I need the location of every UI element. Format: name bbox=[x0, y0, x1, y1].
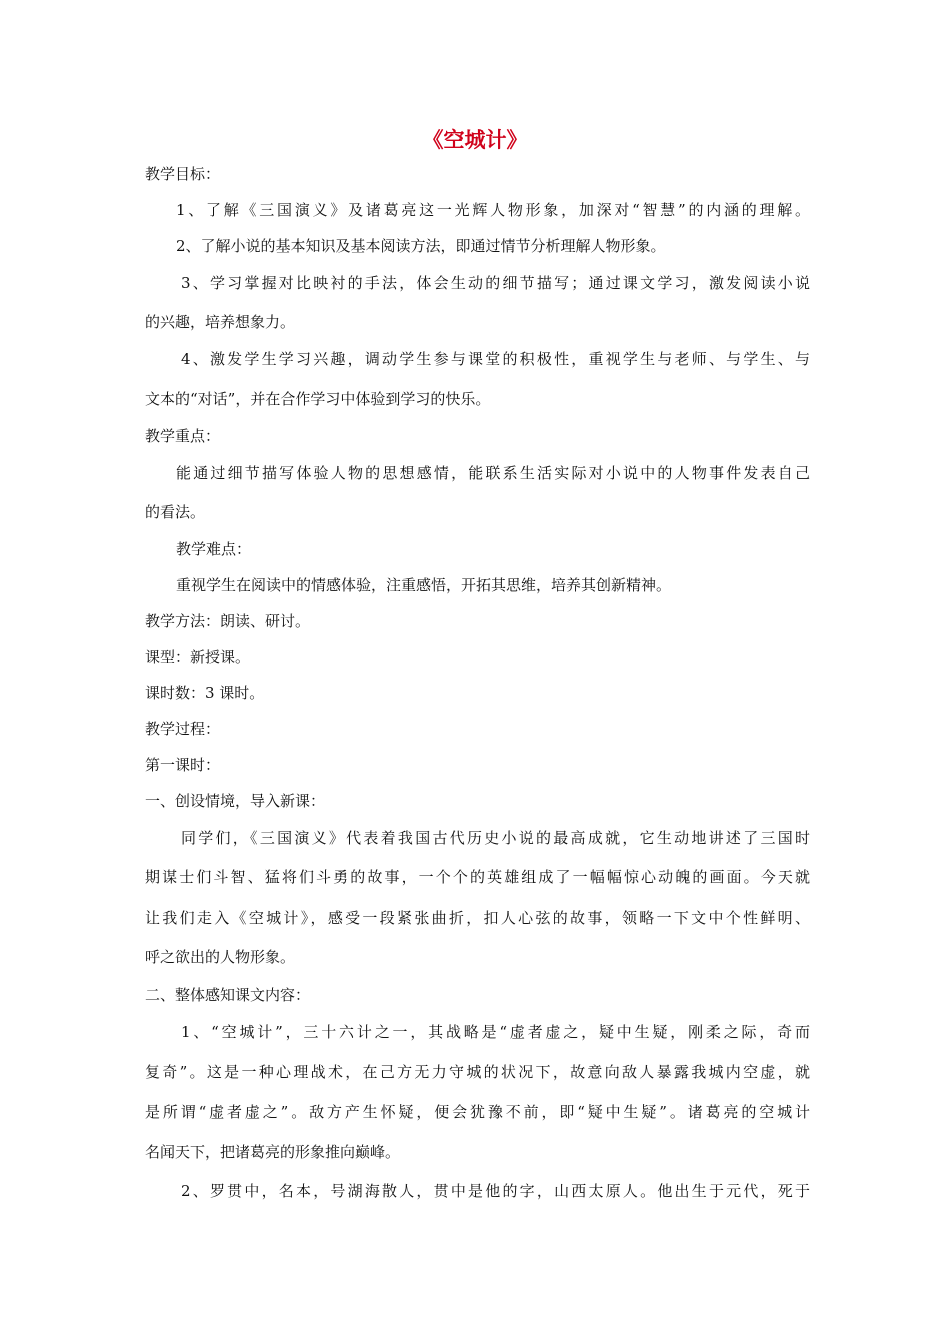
lesson-type: 课型：新授课。 bbox=[145, 648, 251, 666]
objective-3-cont: 的兴趣，培养想象力。 bbox=[145, 313, 296, 331]
intro-paragraph: 同学们，《三国演义》代表着我国古代历史小说的最高成就，它生动地讲述了三国时 bbox=[181, 829, 810, 847]
page-title: 《空城计》 bbox=[422, 128, 528, 152]
teaching-method: 教学方法：朗读、研讨。 bbox=[145, 612, 311, 630]
lesson-count: 课时数：3 课时。 bbox=[145, 684, 265, 702]
section-heading-objectives: 教学目标： bbox=[145, 165, 221, 183]
content-point-1: 1、“空城计”，三十六计之一，其战略是“虚者虚之，疑中生疑，刚柔之际，奇而 bbox=[181, 1023, 810, 1041]
content-point-1-cont-3: 名闻天下，把诸葛亮的形象推向巅峰。 bbox=[145, 1143, 401, 1161]
first-lesson-heading: 第一课时： bbox=[145, 756, 221, 774]
key-points-text: 能通过细节描写体验人物的思想感情，能联系生活实际对小说中的人物事件发表自己 bbox=[176, 464, 810, 482]
intro-paragraph-cont-1: 期谋士们斗智、猛将们斗勇的故事，一个个的英雄组成了一幅幅惊心动魄的画面。今天就 bbox=[145, 868, 810, 886]
intro-paragraph-cont-3: 呼之欲出的人物形象。 bbox=[145, 948, 296, 966]
content-point-1-cont-1: 复奇”。这是一种心理战术，在己方无力守城的状况下，故意向敌人暴露我城内空虚，就 bbox=[145, 1063, 810, 1081]
step-2-heading: 二、整体感知课文内容： bbox=[145, 986, 311, 1004]
content-point-1-cont-2: 是所谓“虚者虚之”。敌方产生怀疑，便会犹豫不前，即“疑中生疑”。诸葛亮的空城计 bbox=[145, 1103, 810, 1121]
objective-4: 4、激发学生学习兴趣，调动学生参与课堂的积极性，重视学生与老师、与学生、与 bbox=[181, 350, 810, 368]
intro-paragraph-cont-2: 让我们走入《空城计》，感受一段紧张曲折，扣人心弦的故事，领略一下文中个性鲜明、 bbox=[145, 909, 810, 927]
key-points-text-cont: 的看法。 bbox=[145, 503, 206, 521]
objective-3: 3、学习掌握对比映衬的手法，体会生动的细节描写；通过课文学习，激发阅读小说 bbox=[181, 274, 810, 292]
section-heading-difficulties: 教学难点： bbox=[176, 540, 252, 558]
section-heading-key-points: 教学重点： bbox=[145, 427, 221, 445]
step-1-heading: 一、创设情境，导入新课： bbox=[145, 792, 326, 810]
section-heading-process: 教学过程： bbox=[145, 720, 221, 738]
content-point-2: 2、罗贯中，名本，号湖海散人，贯中是他的字，山西太原人。他出生于元代，死于 bbox=[181, 1182, 810, 1200]
objective-1: 1、了解《三国演义》及诸葛亮这一光辉人物形象，加深对“智慧”的内涵的理解。 bbox=[176, 201, 810, 219]
objective-4-cont: 文本的“对话”，并在合作学习中体验到学习的快乐。 bbox=[145, 390, 491, 408]
difficulties-text: 重视学生在阅读中的情感体验，注重感悟，开拓其思维，培养其创新精神。 bbox=[176, 576, 672, 594]
objective-2: 2、了解小说的基本知识及基本阅读方法，即通过情节分析理解人物形象。 bbox=[176, 237, 666, 255]
